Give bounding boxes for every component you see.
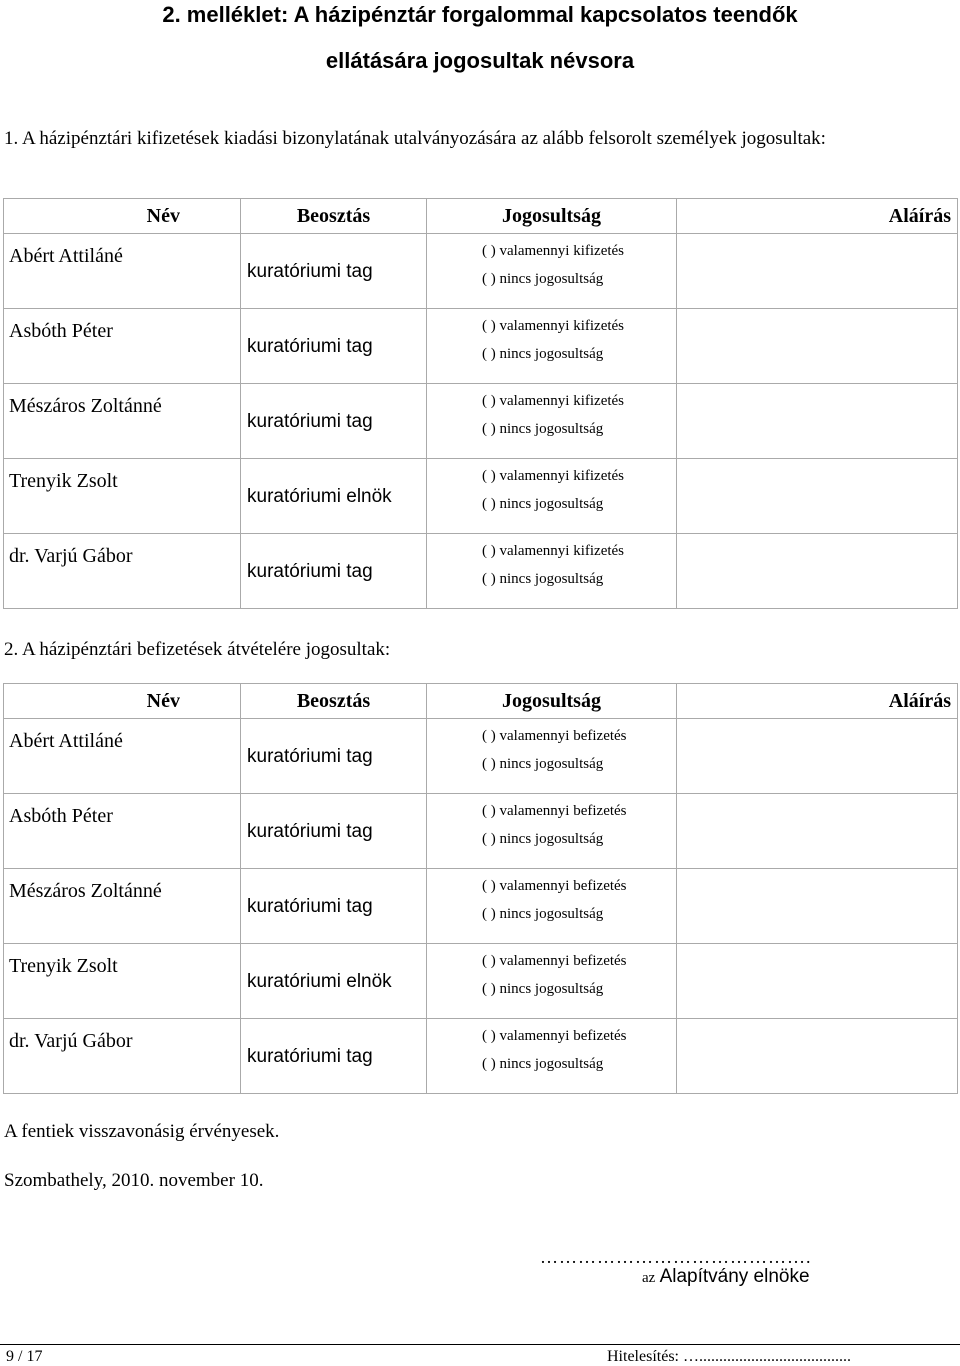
signature-line: …………………………………….	[540, 1247, 812, 1267]
cell-position	[241, 459, 427, 534]
table-row	[4, 1019, 958, 1094]
person-position: kuratóriumi tag	[247, 336, 373, 357]
cell-position	[241, 869, 427, 944]
signature-cell[interactable]	[677, 1019, 958, 1094]
payout-authorization-table	[3, 198, 958, 609]
table-row	[4, 384, 958, 459]
cell-name	[4, 944, 241, 1019]
header-position: Beosztás	[241, 684, 427, 719]
section-2-intro: 2. A házipénztári befizetések átvételére jogosultak:	[4, 639, 391, 660]
person-position: kuratóriumi tag	[247, 746, 373, 767]
cell-position	[241, 794, 427, 869]
signature-cell[interactable]	[677, 719, 958, 794]
signature-cell[interactable]	[677, 309, 958, 384]
header-name: Név	[4, 199, 241, 234]
option-no-authorization[interactable]: ( ) nincs jogosultság	[482, 906, 604, 922]
cell-name	[4, 534, 241, 609]
cell-authorization	[427, 794, 677, 869]
table-row	[4, 944, 958, 1019]
table-row	[4, 869, 958, 944]
option-no-authorization[interactable]: ( ) nincs jogosultság	[482, 346, 604, 362]
option-all-deposits[interactable]: ( ) valamennyi befizetés	[482, 953, 627, 969]
cell-name	[4, 309, 241, 384]
signer-label	[642, 1266, 810, 1288]
cell-authorization	[427, 384, 677, 459]
table-row	[4, 534, 958, 609]
signature-cell[interactable]	[677, 944, 958, 1019]
cell-authorization	[427, 869, 677, 944]
section-1-intro: 1. A házipénztári kifizetések kiadási bizonylatának utalványozására az alább felsorolt személyek jogosultak:	[4, 128, 826, 149]
signer-title: Alapítvány elnöke	[659, 1266, 810, 1287]
option-no-authorization[interactable]: ( ) nincs jogosultság	[482, 571, 604, 587]
cell-authorization	[427, 309, 677, 384]
cell-name	[4, 459, 241, 534]
signature-cell[interactable]	[677, 234, 958, 309]
table-row	[4, 459, 958, 534]
option-no-authorization[interactable]: ( ) nincs jogosultság	[482, 496, 604, 512]
cell-authorization	[427, 534, 677, 609]
option-no-authorization[interactable]: ( ) nincs jogosultság	[482, 756, 604, 772]
table-header-row	[4, 199, 958, 234]
person-name: dr. Varjú Gábor	[9, 545, 133, 567]
signature-cell[interactable]	[677, 794, 958, 869]
option-no-authorization[interactable]: ( ) nincs jogosultság	[482, 421, 604, 437]
header-authorization: Jogosultság	[427, 199, 677, 234]
header-signature: Aláírás	[677, 199, 958, 234]
page-number: 9 / 17	[6, 1348, 43, 1365]
person-position: kuratóriumi tag	[247, 1046, 373, 1067]
cell-authorization	[427, 719, 677, 794]
cell-authorization	[427, 459, 677, 534]
person-name: dr. Varjú Gábor	[9, 1030, 133, 1052]
person-position: kuratóriumi tag	[247, 561, 373, 582]
option-no-authorization[interactable]: ( ) nincs jogosultság	[482, 1056, 604, 1072]
person-position: kuratóriumi tag	[247, 411, 373, 432]
table-row	[4, 234, 958, 309]
cell-position	[241, 234, 427, 309]
option-no-authorization[interactable]: ( ) nincs jogosultság	[482, 981, 604, 997]
option-all-deposits[interactable]: ( ) valamennyi befizetés	[482, 803, 627, 819]
authentication-field: Hitelesítés: …......................................	[607, 1348, 851, 1365]
table-row	[4, 309, 958, 384]
cell-position	[241, 1019, 427, 1094]
table-row	[4, 719, 958, 794]
option-all-deposits[interactable]: ( ) valamennyi befizetés	[482, 728, 627, 744]
person-name: Abért Attiláné	[9, 245, 123, 267]
cell-name	[4, 719, 241, 794]
validity-note: A fentiek visszavonásig érvényesek.	[4, 1121, 280, 1142]
option-no-authorization[interactable]: ( ) nincs jogosultság	[482, 831, 604, 847]
person-position: kuratóriumi tag	[247, 896, 373, 917]
person-name: Abért Attiláné	[9, 730, 123, 752]
cell-authorization	[427, 234, 677, 309]
cell-name	[4, 869, 241, 944]
header-position: Beosztás	[241, 199, 427, 234]
header-authorization: Jogosultság	[427, 684, 677, 719]
person-position: kuratóriumi tag	[247, 821, 373, 842]
signer-prefix: az	[642, 1270, 656, 1286]
cell-position	[241, 534, 427, 609]
cell-name	[4, 794, 241, 869]
signature-cell[interactable]	[677, 534, 958, 609]
cell-position	[241, 309, 427, 384]
cell-name	[4, 234, 241, 309]
cell-name	[4, 384, 241, 459]
table-row	[4, 794, 958, 869]
person-name: Mészáros Zoltánné	[9, 880, 162, 902]
header-signature: Aláírás	[677, 684, 958, 719]
person-name: Asbóth Péter	[9, 320, 113, 342]
signature-cell[interactable]	[677, 384, 958, 459]
footer-divider	[0, 1344, 960, 1345]
document-title-line-1: 2. melléklet: A házipénztár forgalommal kapcsolatos teendők	[162, 2, 798, 27]
place-and-date: Szombathely, 2010. november 10.	[4, 1170, 264, 1191]
cell-position	[241, 384, 427, 459]
option-no-authorization[interactable]: ( ) nincs jogosultság	[482, 271, 604, 287]
option-all-payouts[interactable]: ( ) valamennyi kifizetés	[482, 243, 625, 259]
person-name: Trenyik Zsolt	[9, 470, 118, 492]
option-all-deposits[interactable]: ( ) valamennyi befizetés	[482, 1028, 627, 1044]
option-all-payouts[interactable]: ( ) valamennyi kifizetés	[482, 393, 625, 409]
option-all-deposits[interactable]: ( ) valamennyi befizetés	[482, 878, 627, 894]
person-position: kuratóriumi tag	[247, 261, 373, 282]
cell-authorization	[427, 1019, 677, 1094]
signature-cell[interactable]	[677, 869, 958, 944]
deposit-authorization-table	[3, 683, 958, 1094]
person-position: kuratóriumi elnök	[247, 486, 392, 507]
person-name: Mészáros Zoltánné	[9, 395, 162, 417]
person-name: Trenyik Zsolt	[9, 955, 118, 977]
cell-authorization	[427, 944, 677, 1019]
cell-position	[241, 944, 427, 1019]
table-header-row	[4, 684, 958, 719]
person-position: kuratóriumi elnök	[247, 971, 392, 992]
option-all-payouts[interactable]: ( ) valamennyi kifizetés	[482, 468, 625, 484]
cell-name	[4, 1019, 241, 1094]
signature-cell[interactable]	[677, 459, 958, 534]
person-name: Asbóth Péter	[9, 805, 113, 827]
document-title-line-2: ellátására jogosultak névsora	[325, 48, 635, 73]
option-all-payouts[interactable]: ( ) valamennyi kifizetés	[482, 318, 625, 334]
option-all-payouts[interactable]: ( ) valamennyi kifizetés	[482, 543, 625, 559]
cell-position	[241, 719, 427, 794]
header-name: Név	[4, 684, 241, 719]
